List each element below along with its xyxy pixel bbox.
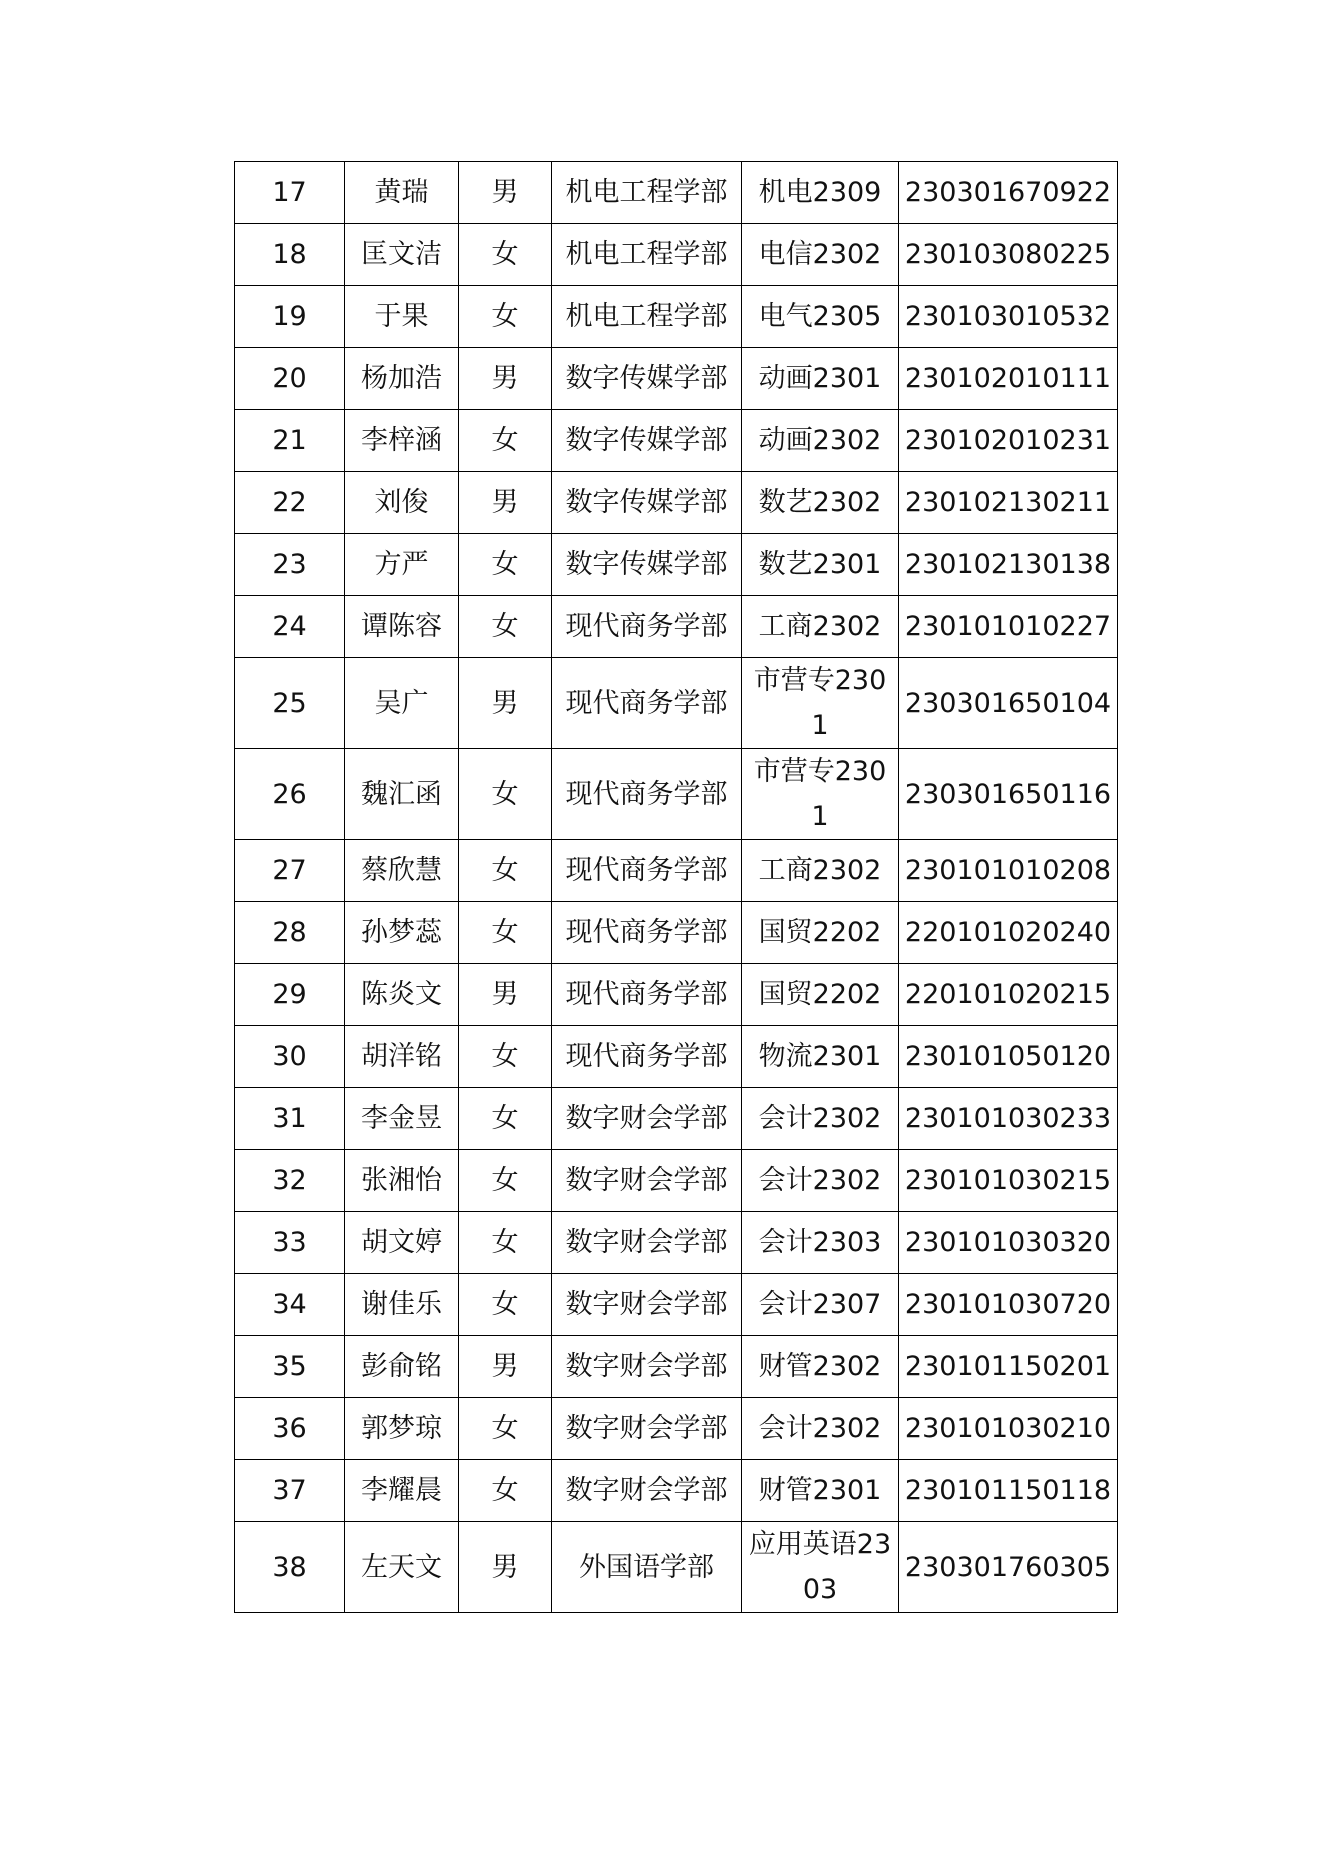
class-label: 应用英语2303 [748,1529,892,1605]
class-cell [742,286,899,348]
department-cell: 数字传媒学部 [552,410,742,472]
student-name-cell: 彭俞铭 [345,1336,459,1398]
class-label: 物流2301 [758,1041,882,1072]
table-row [235,162,1118,224]
student-name-cell: 左天文 [345,1522,459,1613]
row-number-cell: 21 [235,410,345,472]
table-row [235,658,1118,749]
class-cell [742,596,899,658]
department-cell: 机电工程学部 [552,224,742,286]
row-number-cell: 30 [235,1026,345,1088]
gender-cell: 女 [459,902,552,964]
class-cell [742,1150,899,1212]
department-cell: 现代商务学部 [552,1026,742,1088]
department-cell: 数字财会学部 [552,1088,742,1150]
row-number-cell: 23 [235,534,345,596]
department-cell: 数字财会学部 [552,1336,742,1398]
class-label: 会计2302 [758,1103,882,1134]
class-label: 数艺2302 [758,487,882,518]
class-cell [742,534,899,596]
class-label: 国贸2202 [758,917,882,948]
table-row [235,286,1118,348]
class-label: 市营专2301 [753,665,887,741]
class-label: 会计2303 [758,1227,882,1258]
department-cell: 外国语学部 [552,1522,742,1613]
student-id-cell: 220101020240 [899,902,1118,964]
department-cell: 数字财会学部 [552,1398,742,1460]
student-id-cell: 230101010208 [899,840,1118,902]
row-number-cell: 34 [235,1274,345,1336]
class-label: 会计2302 [758,1413,882,1444]
table-row [235,1088,1118,1150]
student-name-cell: 蔡欣慧 [345,840,459,902]
row-number-cell: 35 [235,1336,345,1398]
student-id-cell: 230103080225 [899,224,1118,286]
row-number-cell: 29 [235,964,345,1026]
student-id-cell: 230103010532 [899,286,1118,348]
table-row [235,902,1118,964]
student-name-cell: 李金昱 [345,1088,459,1150]
class-label: 工商2302 [758,855,882,886]
roster-body [235,162,1118,1613]
student-name-cell: 黄瑞 [345,162,459,224]
student-name-cell: 李耀晨 [345,1460,459,1522]
class-cell [742,1398,899,1460]
class-cell [742,1274,899,1336]
row-number-cell: 33 [235,1212,345,1274]
student-id-cell: 230101150118 [899,1460,1118,1522]
department-cell: 现代商务学部 [552,840,742,902]
student-id-cell: 230101010227 [899,596,1118,658]
row-number-cell: 24 [235,596,345,658]
gender-cell: 女 [459,1212,552,1274]
student-id-cell: 230102130138 [899,534,1118,596]
class-label: 国贸2202 [758,979,882,1010]
class-cell [742,1212,899,1274]
student-name-cell: 杨加浩 [345,348,459,410]
student-name-cell: 吴广 [345,658,459,749]
student-name-cell: 陈炎文 [345,964,459,1026]
table-row [235,964,1118,1026]
class-label: 工商2302 [758,611,882,642]
row-number-cell: 38 [235,1522,345,1613]
gender-cell: 男 [459,162,552,224]
table-row [235,1398,1118,1460]
table-row [235,1026,1118,1088]
class-label: 电气2305 [758,301,882,332]
department-cell: 现代商务学部 [552,902,742,964]
table-row [235,348,1118,410]
class-cell [742,1460,899,1522]
department-cell: 现代商务学部 [552,658,742,749]
row-number-cell: 36 [235,1398,345,1460]
class-cell [742,964,899,1026]
department-cell: 数字财会学部 [552,1274,742,1336]
student-name-cell: 郭梦琼 [345,1398,459,1460]
student-name-cell: 匡文洁 [345,224,459,286]
class-label: 财管2302 [758,1351,882,1382]
gender-cell: 女 [459,749,552,840]
row-number-cell: 22 [235,472,345,534]
row-number-cell: 18 [235,224,345,286]
table-row [235,1522,1118,1613]
row-number-cell: 31 [235,1088,345,1150]
student-id-cell: 220101020215 [899,964,1118,1026]
class-label: 会计2307 [758,1289,882,1320]
gender-cell: 女 [459,1398,552,1460]
student-name-cell: 于果 [345,286,459,348]
student-name-cell: 李梓涵 [345,410,459,472]
gender-cell: 女 [459,534,552,596]
gender-cell: 女 [459,224,552,286]
gender-cell: 女 [459,1150,552,1212]
class-cell [742,472,899,534]
class-cell [742,1026,899,1088]
student-id-cell: 230101050120 [899,1026,1118,1088]
class-label: 电信2302 [758,239,882,270]
student-id-cell: 230301760305 [899,1522,1118,1613]
gender-cell: 女 [459,1460,552,1522]
student-name-cell: 胡洋铭 [345,1026,459,1088]
student-name-cell: 张湘怡 [345,1150,459,1212]
table-row [235,1274,1118,1336]
student-id-cell: 230102130211 [899,472,1118,534]
student-id-cell: 230101030215 [899,1150,1118,1212]
table-row [235,224,1118,286]
department-cell: 数字传媒学部 [552,472,742,534]
table-row [235,410,1118,472]
gender-cell: 男 [459,964,552,1026]
gender-cell: 男 [459,1336,552,1398]
row-number-cell: 32 [235,1150,345,1212]
table-row [235,1150,1118,1212]
department-cell: 数字财会学部 [552,1212,742,1274]
student-name-cell: 刘俊 [345,472,459,534]
department-cell: 数字传媒学部 [552,534,742,596]
class-cell [742,348,899,410]
row-number-cell: 20 [235,348,345,410]
student-id-cell: 230102010231 [899,410,1118,472]
gender-cell: 男 [459,658,552,749]
row-number-cell: 25 [235,658,345,749]
table-row [235,596,1118,658]
class-cell [742,658,899,749]
class-cell [742,410,899,472]
class-cell [742,1336,899,1398]
row-number-cell: 28 [235,902,345,964]
gender-cell: 女 [459,596,552,658]
class-cell [742,840,899,902]
table-row [235,534,1118,596]
student-id-cell: 230301650104 [899,658,1118,749]
department-cell: 现代商务学部 [552,596,742,658]
gender-cell: 女 [459,286,552,348]
student-id-cell: 230101030720 [899,1274,1118,1336]
student-name-cell: 魏汇函 [345,749,459,840]
row-number-cell: 37 [235,1460,345,1522]
class-label: 财管2301 [758,1475,882,1506]
department-cell: 数字传媒学部 [552,348,742,410]
class-cell [742,162,899,224]
student-id-cell: 230101150201 [899,1336,1118,1398]
student-id-cell: 230301650116 [899,749,1118,840]
class-cell [742,1522,899,1613]
table-row [235,749,1118,840]
student-id-cell: 230101030210 [899,1398,1118,1460]
table-row [235,1212,1118,1274]
class-label: 数艺2301 [758,549,882,580]
class-cell [742,224,899,286]
class-label: 动画2302 [758,425,882,456]
class-cell [742,902,899,964]
gender-cell: 男 [459,472,552,534]
row-number-cell: 26 [235,749,345,840]
class-cell [742,1088,899,1150]
class-label: 会计2302 [758,1165,882,1196]
student-id-cell: 230301670922 [899,162,1118,224]
student-name-cell: 方严 [345,534,459,596]
student-name-cell: 孙梦蕊 [345,902,459,964]
gender-cell: 女 [459,1274,552,1336]
class-label: 市营专2301 [753,756,887,832]
table-row [235,1336,1118,1398]
row-number-cell: 19 [235,286,345,348]
department-cell: 现代商务学部 [552,749,742,840]
gender-cell: 女 [459,1026,552,1088]
student-id-cell: 230102010111 [899,348,1118,410]
table-row [235,840,1118,902]
student-id-cell: 230101030320 [899,1212,1118,1274]
class-label: 动画2301 [758,363,882,394]
department-cell: 机电工程学部 [552,286,742,348]
gender-cell: 男 [459,1522,552,1613]
class-cell [742,749,899,840]
gender-cell: 女 [459,410,552,472]
department-cell: 数字财会学部 [552,1150,742,1212]
student-name-cell: 胡文婷 [345,1212,459,1274]
class-label: 机电2309 [758,177,882,208]
gender-cell: 女 [459,1088,552,1150]
student-name-cell: 谭陈容 [345,596,459,658]
table-row [235,1460,1118,1522]
row-number-cell: 27 [235,840,345,902]
table-row [235,472,1118,534]
department-cell: 数字财会学部 [552,1460,742,1522]
student-name-cell: 谢佳乐 [345,1274,459,1336]
gender-cell: 女 [459,840,552,902]
student-roster-table [234,161,1118,1613]
student-id-cell: 230101030233 [899,1088,1118,1150]
gender-cell: 男 [459,348,552,410]
department-cell: 现代商务学部 [552,964,742,1026]
row-number-cell: 17 [235,162,345,224]
department-cell: 机电工程学部 [552,162,742,224]
